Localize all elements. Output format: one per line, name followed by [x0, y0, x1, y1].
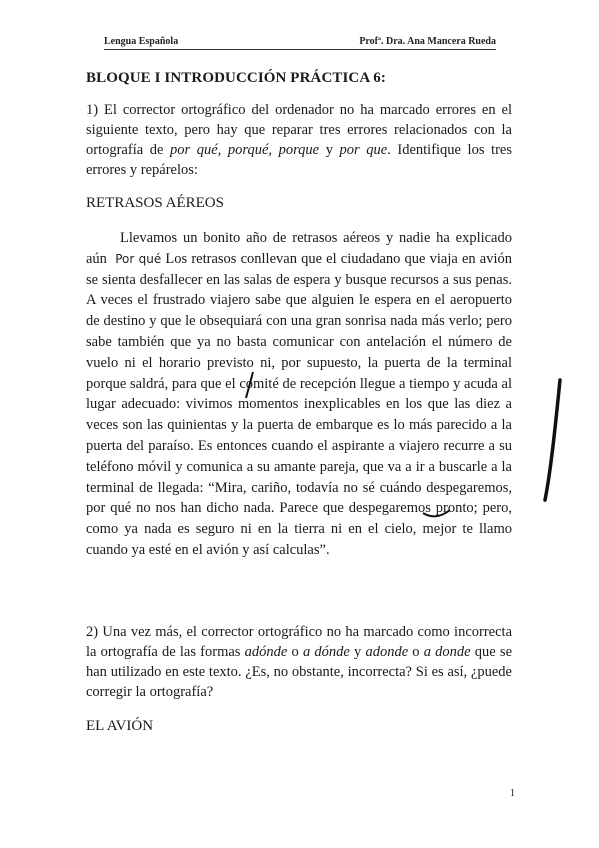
retrasos-text: [86, 228, 512, 561]
margin-pen-stroke: [545, 380, 560, 500]
form-adonde-accent: adónde: [244, 644, 288, 660]
forms-list: por qué, porqué, porque: [170, 142, 320, 158]
text1-line1: Llevamos un bonito año de retrasos aéreos y nadie ha explicado: [120, 230, 512, 246]
handwritten-correction: Por qué: [115, 251, 162, 266]
form-a-donde-accent: a dónde: [302, 644, 350, 660]
form-a-donde: a donde: [423, 644, 471, 660]
text1-body: Los retrasos conllevan que el ciudadano que viaja en avión se sienta desfallecer en las salas de espera y busque recursos a sus penas. A veces el frustrado viajero sabe que alguien le espera en el aeropuerto de destino y que le obsequiará con una gran sonrisa nada más verlo; pero sabe también que ya no basta comunicar con antelación el número de vuelo ni el horario previsto ni, por supuesto, la puerta de la terminal porque saldrá, para que el comité de recepción llegue a tiempo y acuda al lugar adecuado: vivimos momentos inexplicables en los que las diez a veces son las quinientas y la puerta de embarque es lo más parecido a la puerta del paraíso. Es entonces cuando el aspirante a viajero recurre a su teléfono móvil y comunica a su amante pareja, que va a ir a buscarle a la terminal de llegada: “Mira, cariño, todavía no sé cuándo despegaremos, por qué no nos han dicho nada. Parece que despegaremos pronto; pero, como ya nada es seguro ni en la tierra ni en el cielo, mejor te llamo cuando ya esté en el avión y así calculas”.: [86, 250, 512, 558]
exercise-2-instructions: 2) Una vez más, el corrector ortográfico no ha marcado como incorrecta la ortografía de las formas adónde o a dónde y adonde o a donde que se han utilizado en este texto. ¿Es, no obstante, incorrecta? Si es así, ¿puede corregir la ortografía?: [86, 624, 513, 700]
page-title: BLOQUE I INTRODUCCIÓN PRÁCTICA 6:: [86, 70, 386, 86]
page-number: 1: [510, 788, 515, 799]
text1-aun: aún: [86, 250, 107, 267]
header-author: Profª. Dra. Ana Mancera Rueda: [359, 36, 496, 47]
page-header: [104, 36, 496, 50]
section-heading-avion: EL AVIÓN: [86, 718, 154, 734]
form-adonde: adonde: [365, 644, 409, 660]
section-heading-retrasos: RETRASOS AÉREOS: [86, 195, 224, 211]
header-course: Lengua Española: [104, 36, 179, 47]
form-por-que: por que: [339, 142, 388, 158]
exercise-1-instructions: 1) El corrector ortográfico del ordenador no ha marcado errores en el siguiente texto, pero hay que reparar tres errores relacionados con la ortografía de por qué, porqué, porque y por que. Identifique los tres errores y repárelos:: [86, 102, 512, 178]
